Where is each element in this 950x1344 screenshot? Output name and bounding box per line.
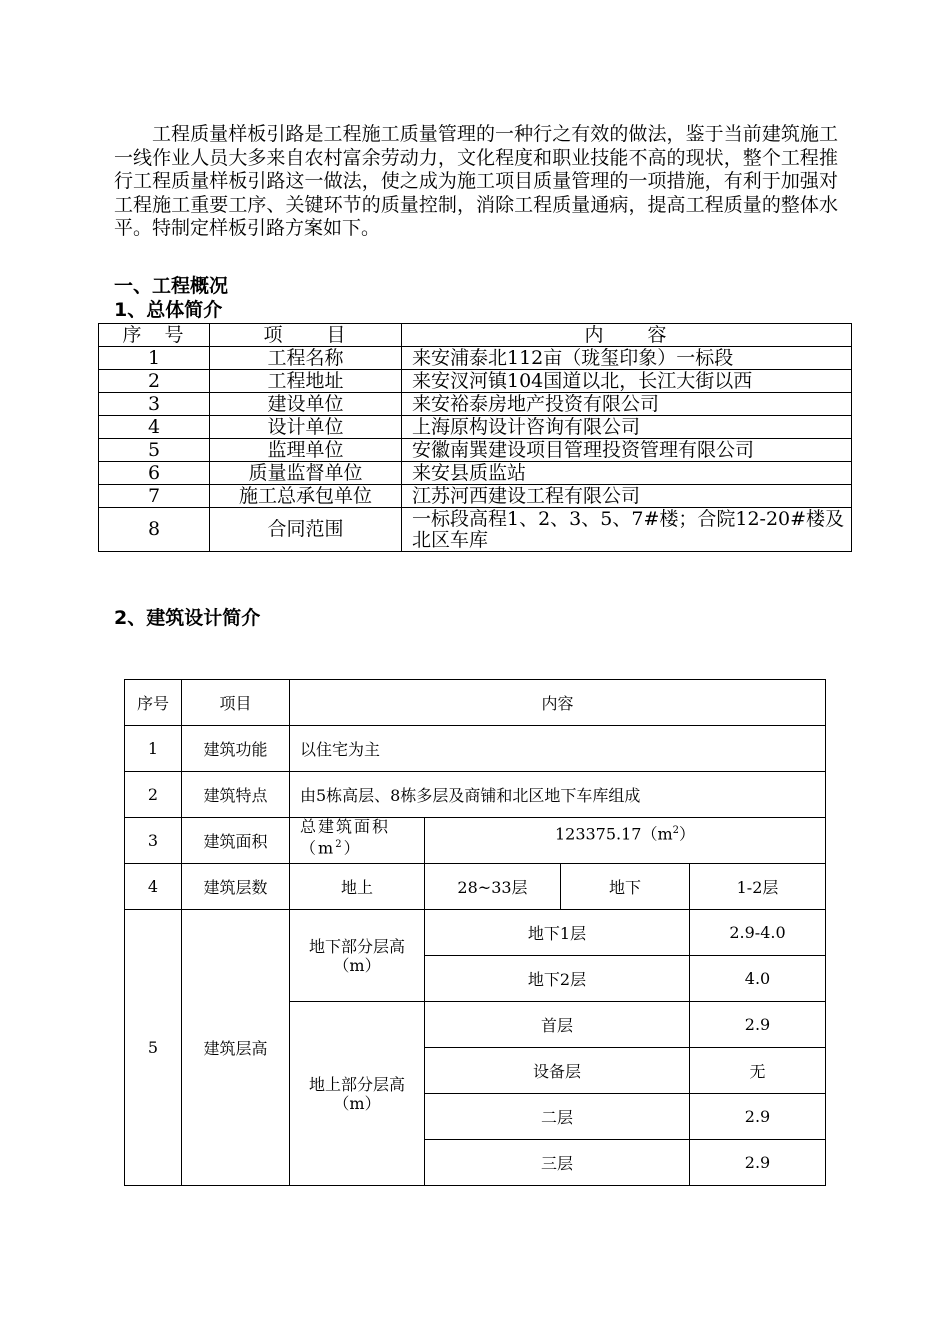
above-ground-label: 地上 <box>290 864 425 910</box>
total-area-value: $123375.17(m^2)$ <box>425 818 826 864</box>
header-item: 项目 <box>182 680 290 726</box>
above-ground-height-group: 地上部分层高（m） <box>290 1002 425 1186</box>
cell-item: 施工总承包单位 <box>210 485 402 508</box>
cell-content: 由5栋高层、8栋多层及商铺和北区地下车库组成 <box>290 772 826 818</box>
cell-content: 以住宅为主 <box>290 726 826 772</box>
floor-name: 地下2层 <box>425 956 690 1002</box>
cell-item: 建筑功能 <box>182 726 290 772</box>
cell-no: 3 <box>99 393 210 416</box>
general-info-table <box>98 323 852 552</box>
floor-height: 2.9 <box>690 1140 826 1186</box>
table-row <box>99 416 852 439</box>
table-row <box>125 726 826 772</box>
table-row <box>125 864 826 910</box>
cell-no: 5 <box>125 910 182 1186</box>
below-ground-label: 地下 <box>561 864 690 910</box>
cell-content: 一标段高程1、2、3、5、7#楼；合院12-20#楼及北区车库 <box>402 508 852 552</box>
floor-height: 2.9 <box>690 1094 826 1140</box>
intro-paragraph: 工程质量样板引路是工程施工质量管理的一种行之有效的做法，鉴于当前建筑施工一线作业人员大多来自农村富余劳动力，文化程度和职业技能不高的现状，整个工程推行工程质量样板引路这一做法，使之成为施工项目质量管理的一项措施，有利于加强对工程施工重要工序、关键环节的质量控制，消除工程质量通病，提高工程质量的整体水平。特制定样板引路方案如下。 <box>114 123 838 239</box>
cell-content: 安徽南巽建设项目管理投资管理有限公司 <box>402 439 852 462</box>
design-info-table <box>124 679 826 1186</box>
table-header-row <box>99 324 852 347</box>
floor-name: 地下1层 <box>425 910 690 956</box>
above-ground-floors: 28~33层 <box>425 864 561 910</box>
table-row <box>99 393 852 416</box>
cell-no: 7 <box>99 485 210 508</box>
cell-no: 6 <box>99 462 210 485</box>
table-row <box>125 772 826 818</box>
cell-item: 建筑层高 <box>182 910 290 1186</box>
cell-item: 设计单位 <box>210 416 402 439</box>
cell-item: 合同范围 <box>210 508 402 552</box>
header-item: 项 目 <box>210 324 402 347</box>
floor-height: 4.0 <box>690 956 826 1002</box>
table-row <box>99 508 852 552</box>
header-no: 序号 <box>125 680 182 726</box>
below-ground-floors: 1-2层 <box>690 864 826 910</box>
table-header-row <box>125 680 826 726</box>
cell-no: 5 <box>99 439 210 462</box>
cell-item: 建筑面积 <box>182 818 290 864</box>
cell-content: 来安裕泰房地产投资有限公司 <box>402 393 852 416</box>
section-heading-general-intro: 1、总体简介 <box>114 299 223 321</box>
floor-name: 设备层 <box>425 1048 690 1094</box>
cell-item: 建筑层数 <box>182 864 290 910</box>
floor-height: 无 <box>690 1048 826 1094</box>
section-heading-project-overview: 一、工程概况 <box>114 275 229 297</box>
cell-content: 上海原构设计咨询有限公司 <box>402 416 852 439</box>
cell-content: 来安县质监站 <box>402 462 852 485</box>
header-content: 内容 <box>290 680 826 726</box>
table-row <box>99 485 852 508</box>
floor-name: 首层 <box>425 1002 690 1048</box>
cell-item: 建设单位 <box>210 393 402 416</box>
cell-content: 江苏河西建设工程有限公司 <box>402 485 852 508</box>
cell-no: 1 <box>125 726 182 772</box>
table-row <box>125 910 826 956</box>
cell-item: 建筑特点 <box>182 772 290 818</box>
floor-height: 2.9 <box>690 1002 826 1048</box>
cell-no: 3 <box>125 818 182 864</box>
table-row <box>99 439 852 462</box>
cell-item: 监理单位 <box>210 439 402 462</box>
below-ground-height-group: 地下部分层高（m） <box>290 910 425 1002</box>
cell-no: 2 <box>125 772 182 818</box>
cell-no: 4 <box>125 864 182 910</box>
cell-item: 工程地址 <box>210 370 402 393</box>
table-row <box>99 370 852 393</box>
header-no: 序 号 <box>99 324 210 347</box>
cell-item: 质量监督单位 <box>210 462 402 485</box>
cell-item: 工程名称 <box>210 347 402 370</box>
floor-height: 2.9-4.0 <box>690 910 826 956</box>
cell-no: 2 <box>99 370 210 393</box>
floor-name: 二层 <box>425 1094 690 1140</box>
floor-name: 三层 <box>425 1140 690 1186</box>
cell-content: 来安汊河镇104国道以北，长江大街以西 <box>402 370 852 393</box>
table-row <box>99 462 852 485</box>
table-row <box>99 347 852 370</box>
cell-no: 8 <box>99 508 210 552</box>
header-content: 内 容 <box>402 324 852 347</box>
cell-no: 4 <box>99 416 210 439</box>
table-row <box>125 818 826 864</box>
total-area-label: 总建筑面积$(m^2)$ <box>290 818 425 864</box>
section-heading-design-intro: 2、建筑设计简介 <box>114 607 261 629</box>
cell-content: 来安浦泰北112亩（珑玺印象）一标段 <box>402 347 852 370</box>
cell-no: 1 <box>99 347 210 370</box>
